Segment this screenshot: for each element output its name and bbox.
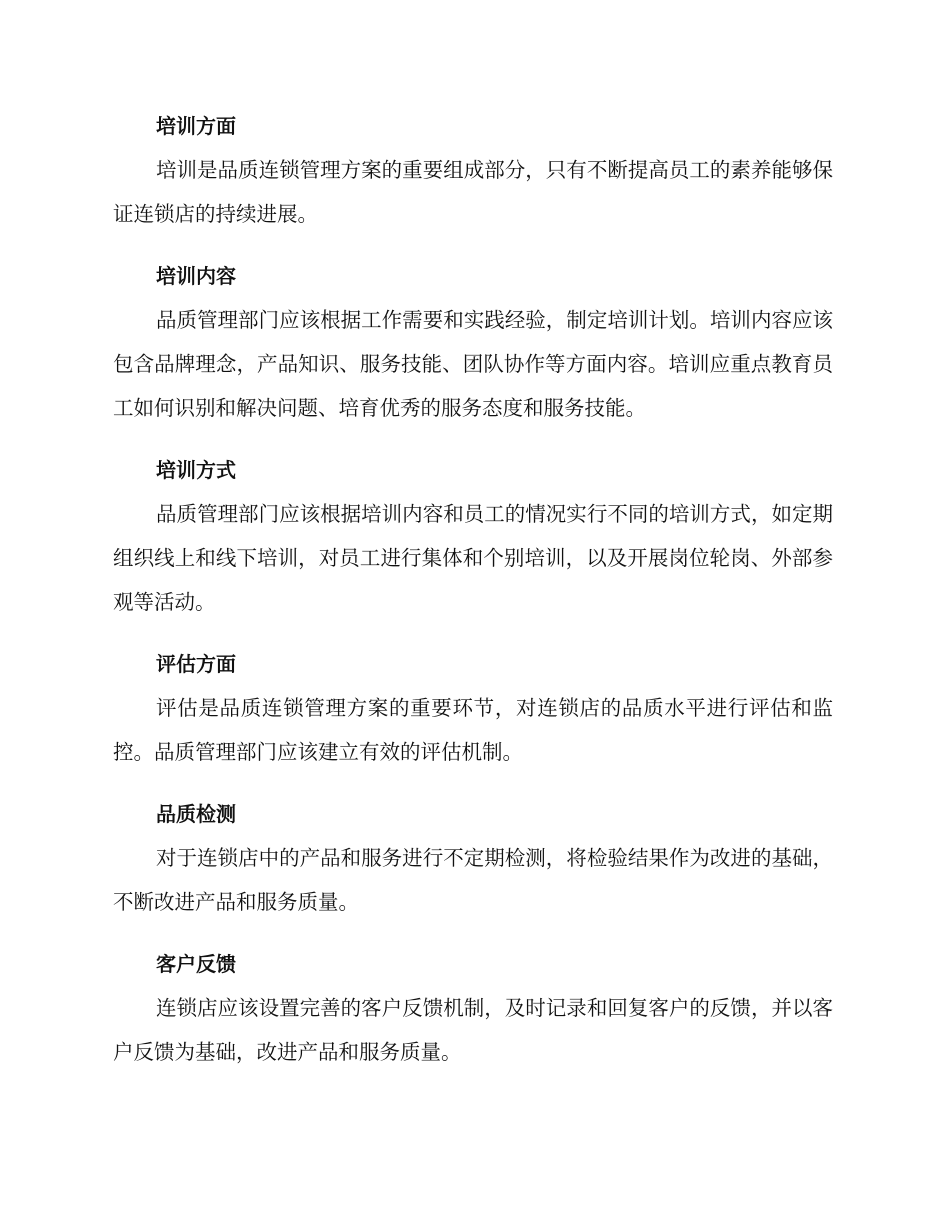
section-heading-training-content: 培训内容 xyxy=(156,264,236,288)
section-body-customer-feedback: 连锁店应该设置完善的客户反馈机制，及时记录和回复客户的反馈，并以客户反馈为基础，改进产品和服务质量。 xyxy=(113,996,833,1064)
section-heading-evaluation: 评估方面 xyxy=(156,652,236,676)
section-heading-training: 培训方面 xyxy=(156,114,236,138)
section-body-training: 培训是品质连锁管理方案的重要组成部分，只有不断提高员工的素养能够保证连锁店的持续进展。 xyxy=(113,158,833,226)
section-body-evaluation: 评估是品质连锁管理方案的重要环节，对连锁店的品质水平进行评估和监控。品质管理部门应该建立有效的评估机制。 xyxy=(113,696,833,764)
section-body-training-method: 品质管理部门应该根据培训内容和员工的情况实行不同的培训方式，如定期组织线上和线下培训，对员工进行集体和个别培训，以及开展岗位轮岗、外部参观等活动。 xyxy=(113,502,833,614)
document-page xyxy=(113,104,833,1092)
section-heading-quality-inspection: 品质检测 xyxy=(156,802,236,826)
section-heading-customer-feedback: 客户反馈 xyxy=(156,952,236,976)
section-body-quality-inspection: 对于连锁店中的产品和服务进行不定期检测，将检验结果作为改进的基础，不断改进产品和服务质量。 xyxy=(113,846,833,914)
section-body-training-content: 品质管理部门应该根据工作需要和实践经验，制定培训计划。培训内容应该包含品牌理念，产品知识、服务技能、团队协作等方面内容。培训应重点教育员工如何识别和解决问题、培育优秀的服务态度和服务技能。 xyxy=(113,308,833,420)
section-heading-training-method: 培训方式 xyxy=(156,458,236,482)
